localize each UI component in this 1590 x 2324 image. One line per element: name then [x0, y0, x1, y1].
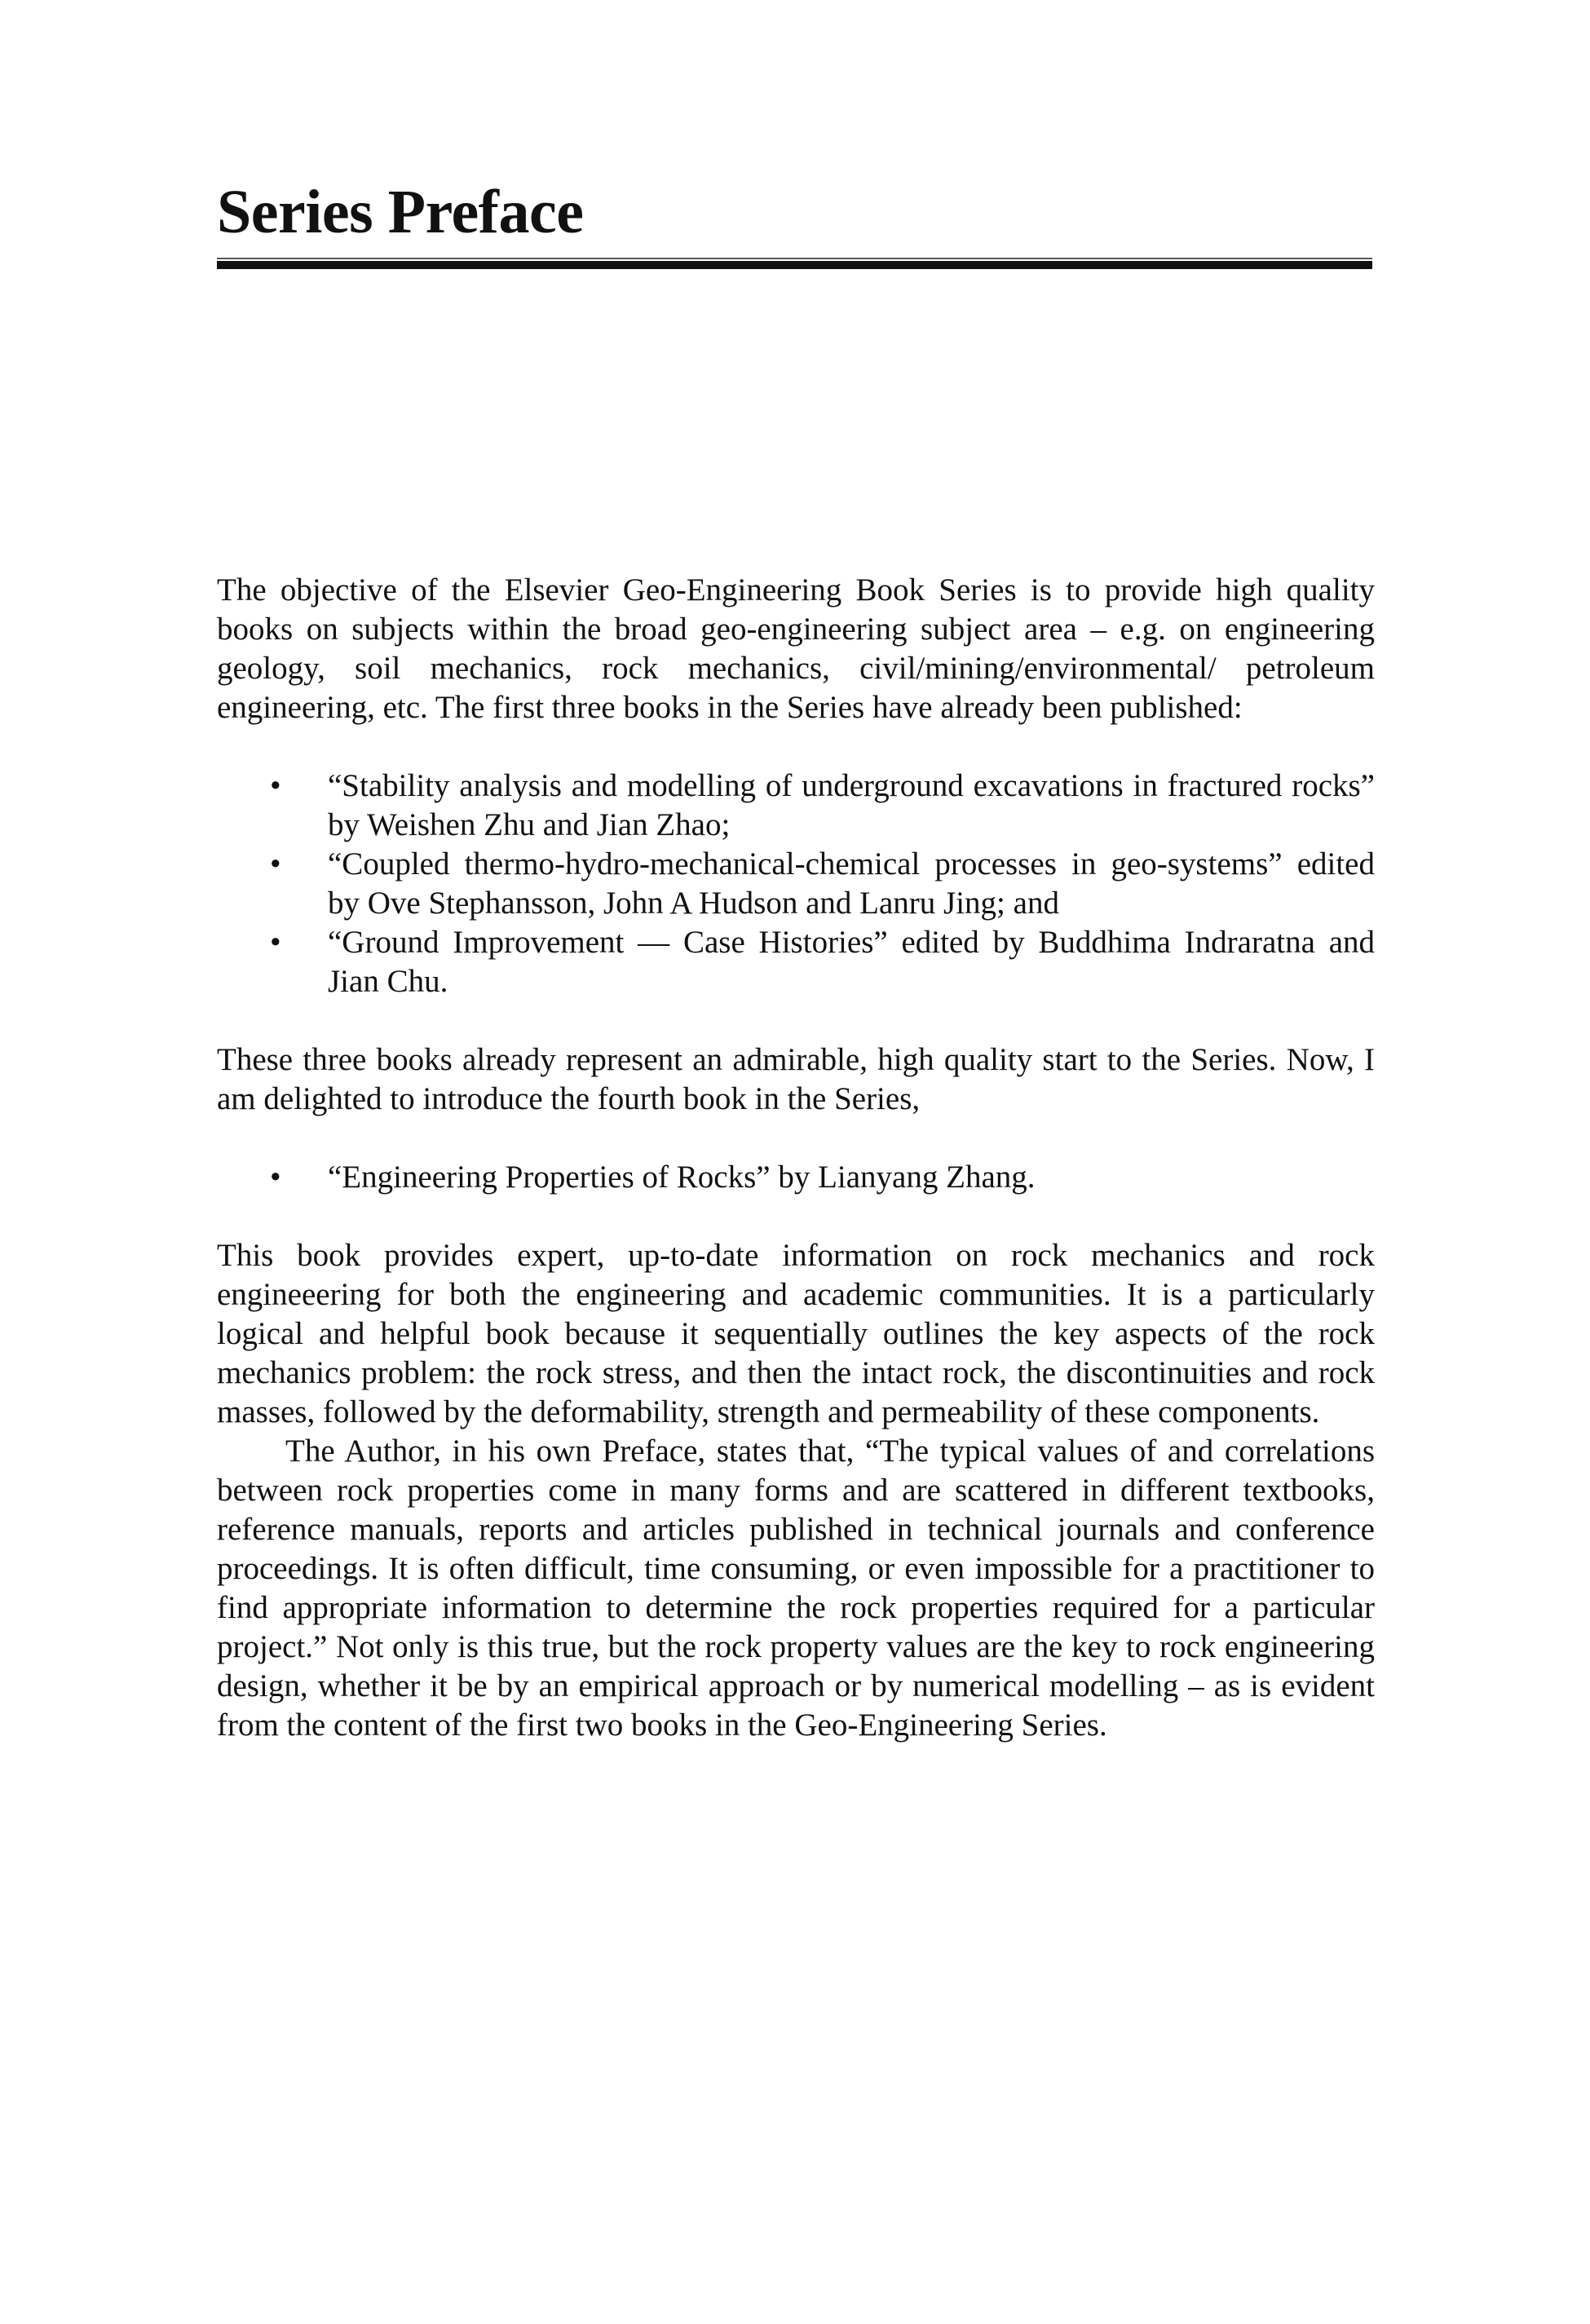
book-info-paragraph: This book provides expert, up-to-date information on rock mechanics and rock engineeering for both the engineering and academic communities. It is a particularly logical and helpful book because it sequentially outlines the key aspects of the rock mechanics problem: the rock stress, and then the intact rock, the discontinuities and rock masses, followed by the deformability, strength and permeability of these components. — [217, 1238, 1375, 1429]
page-title: Series Preface — [217, 178, 584, 246]
bullet-icon: • — [270, 925, 281, 960]
list-item-text: “Ground Improvement — Case Histories” edited by Buddhima Indraratna and Jian Chu. — [328, 925, 1375, 999]
bullet-icon: • — [270, 846, 281, 881]
list-item — [217, 923, 1375, 1001]
list-item-text: “Stability analysis and modelling of underground excavations in fractured rocks” by Weishen Zhu and Jian Zhao; — [328, 768, 1375, 842]
list-item — [217, 767, 1375, 845]
bullet-icon: • — [270, 768, 281, 803]
title-rule-thin — [217, 258, 1372, 259]
published-books-list — [217, 767, 1375, 1001]
author-quote-paragraph: The Author, in his own Preface, states that, “The typical values of and correlations between rock properties come in many forms and are scattered in different textbooks, reference manuals, reports and articles published in technical journals and conference proceedings. It is often difficult, time consuming, or even impossible for a practitioner to find appropriate information to determine the rock properties required for a particular project.” Not only is this true, but the rock property values are the key to rock engineering design, whether it be by an empirical approach or by numerical modelling – as is evident from the content of the first two books in the Geo-Engineering Series. — [217, 1434, 1375, 1743]
intro-paragraph: The objective of the Elsevier Geo-Engineering Book Series is to provide high quality books on subjects within the broad geo-engineering subject area – e.g. on engineering geology, soil mechanics, rock mechanics, civil/mining/environmental/ petroleum engineering, etc. The first three books in the Series have already been published: — [217, 572, 1375, 725]
list-item-text: “Coupled thermo-hydro-mechanical-chemical processes in geo-systems” edited by Ove Stephansson, John A Hudson and Lanru Jing; and — [328, 846, 1375, 921]
list-item-text: “Engineering Properties of Rocks” by Lianyang Zhang. — [328, 1160, 1036, 1195]
preface-body — [217, 571, 1375, 1745]
fourth-book-list — [217, 1158, 1375, 1197]
three-books-paragraph: These three books already represent an admirable, high quality start to the Series. Now, I am delighted to introduce the fourth book in the Series, — [217, 1042, 1375, 1116]
bullet-icon: • — [270, 1160, 281, 1195]
list-item — [217, 1158, 1375, 1197]
list-item — [217, 845, 1375, 923]
title-rule — [217, 261, 1372, 269]
